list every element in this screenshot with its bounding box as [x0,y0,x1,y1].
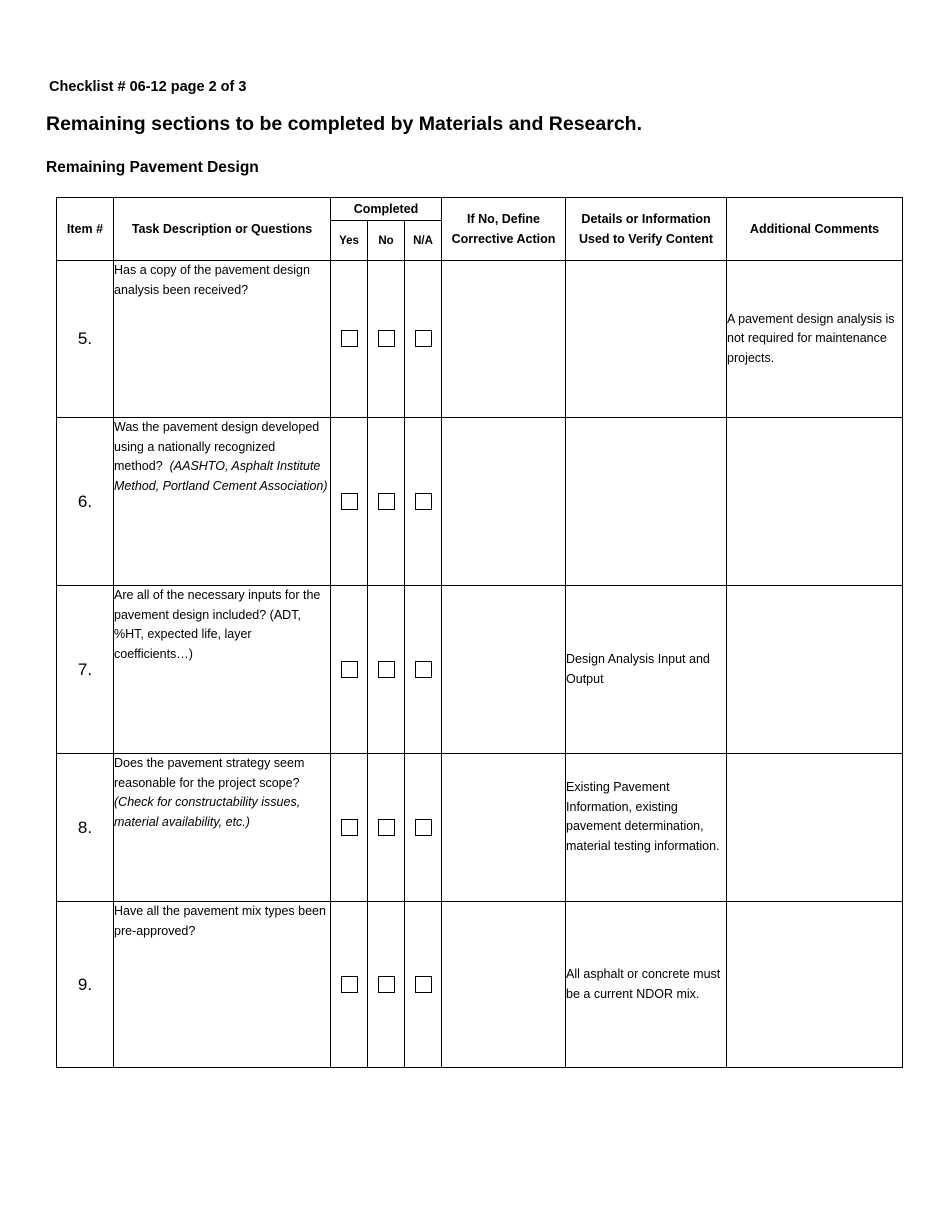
col-header-no: No [368,221,405,261]
col-header-details: Details or Information Used to Verify Content [566,198,727,261]
no-checkbox[interactable] [378,330,395,347]
col-header-yes: Yes [331,221,368,261]
details-cell [566,418,727,586]
na-checkbox[interactable] [415,976,432,993]
checklist-table [56,197,903,1068]
yes-checkbox[interactable] [341,819,358,836]
item-number: 5. [57,261,114,418]
task-note: (Check for constructability issues, material availability, etc.) [114,795,301,829]
task-note: (AASHTO, Asphalt Institute Method, Portland Cement Association) [114,459,328,493]
task-description: Are all of the necessary inputs for the pavement design included? (ADT, %HT, expected life, layer coefficients…) [114,586,331,754]
na-checkbox[interactable] [415,661,432,678]
corrective-action-cell[interactable] [442,754,566,902]
no-checkbox[interactable] [378,976,395,993]
col-header-corrective: If No, Define Corrective Action [442,198,566,261]
corrective-action-cell[interactable] [442,261,566,418]
item-number: 8. [57,754,114,902]
table-row [57,261,903,418]
corrective-action-cell[interactable] [442,586,566,754]
no-checkbox[interactable] [378,819,395,836]
yes-checkbox[interactable] [341,330,358,347]
col-header-completed: Completed [331,198,442,221]
col-header-na: N/A [405,221,442,261]
section-title: Remaining Pavement Design [46,159,259,176]
col-header-task: Task Description or Questions [114,198,331,261]
table-row [57,902,903,1068]
na-checkbox[interactable] [415,819,432,836]
yes-checkbox[interactable] [341,976,358,993]
item-number: 9. [57,902,114,1068]
na-checkbox[interactable] [415,330,432,347]
col-header-item: Item # [57,198,114,261]
comments-cell [727,902,903,1068]
yes-checkbox[interactable] [341,661,358,678]
comments-cell [727,586,903,754]
task-description: Was the pavement design developed using a nationally recognized method? (AASHTO, Asphalt Institute Method, Portland Cement Association) [114,418,331,586]
details-cell: Existing Pavement Information, existing pavement determination, material testing information. [566,754,727,902]
corrective-action-cell[interactable] [442,418,566,586]
details-cell: Design Analysis Input and Output [566,586,727,754]
corrective-action-cell[interactable] [442,902,566,1068]
no-checkbox[interactable] [378,493,395,510]
details-cell [566,261,727,418]
page-title: Remaining sections to be completed by Materials and Research. [46,113,643,135]
table-row [57,754,903,902]
comments-cell [727,754,903,902]
task-description: Does the pavement strategy seem reasonable for the project scope? (Check for constructability issues, material availability, etc.) [114,754,331,902]
comments-cell: A pavement design analysis is not required for maintenance projects. [727,261,903,418]
comments-cell [727,418,903,586]
task-description: Has a copy of the pavement design analysis been received? [114,261,331,418]
details-cell: All asphalt or concrete must be a current NDOR mix. [566,902,727,1068]
table-row [57,586,903,754]
na-checkbox[interactable] [415,493,432,510]
col-header-comments: Additional Comments [727,198,903,261]
item-number: 6. [57,418,114,586]
no-checkbox[interactable] [378,661,395,678]
yes-checkbox[interactable] [341,493,358,510]
task-description: Have all the pavement mix types been pre-approved? [114,902,331,1068]
item-number: 7. [57,586,114,754]
table-row [57,418,903,586]
checklist-id: Checklist # 06-12 page 2 of 3 [49,79,247,95]
